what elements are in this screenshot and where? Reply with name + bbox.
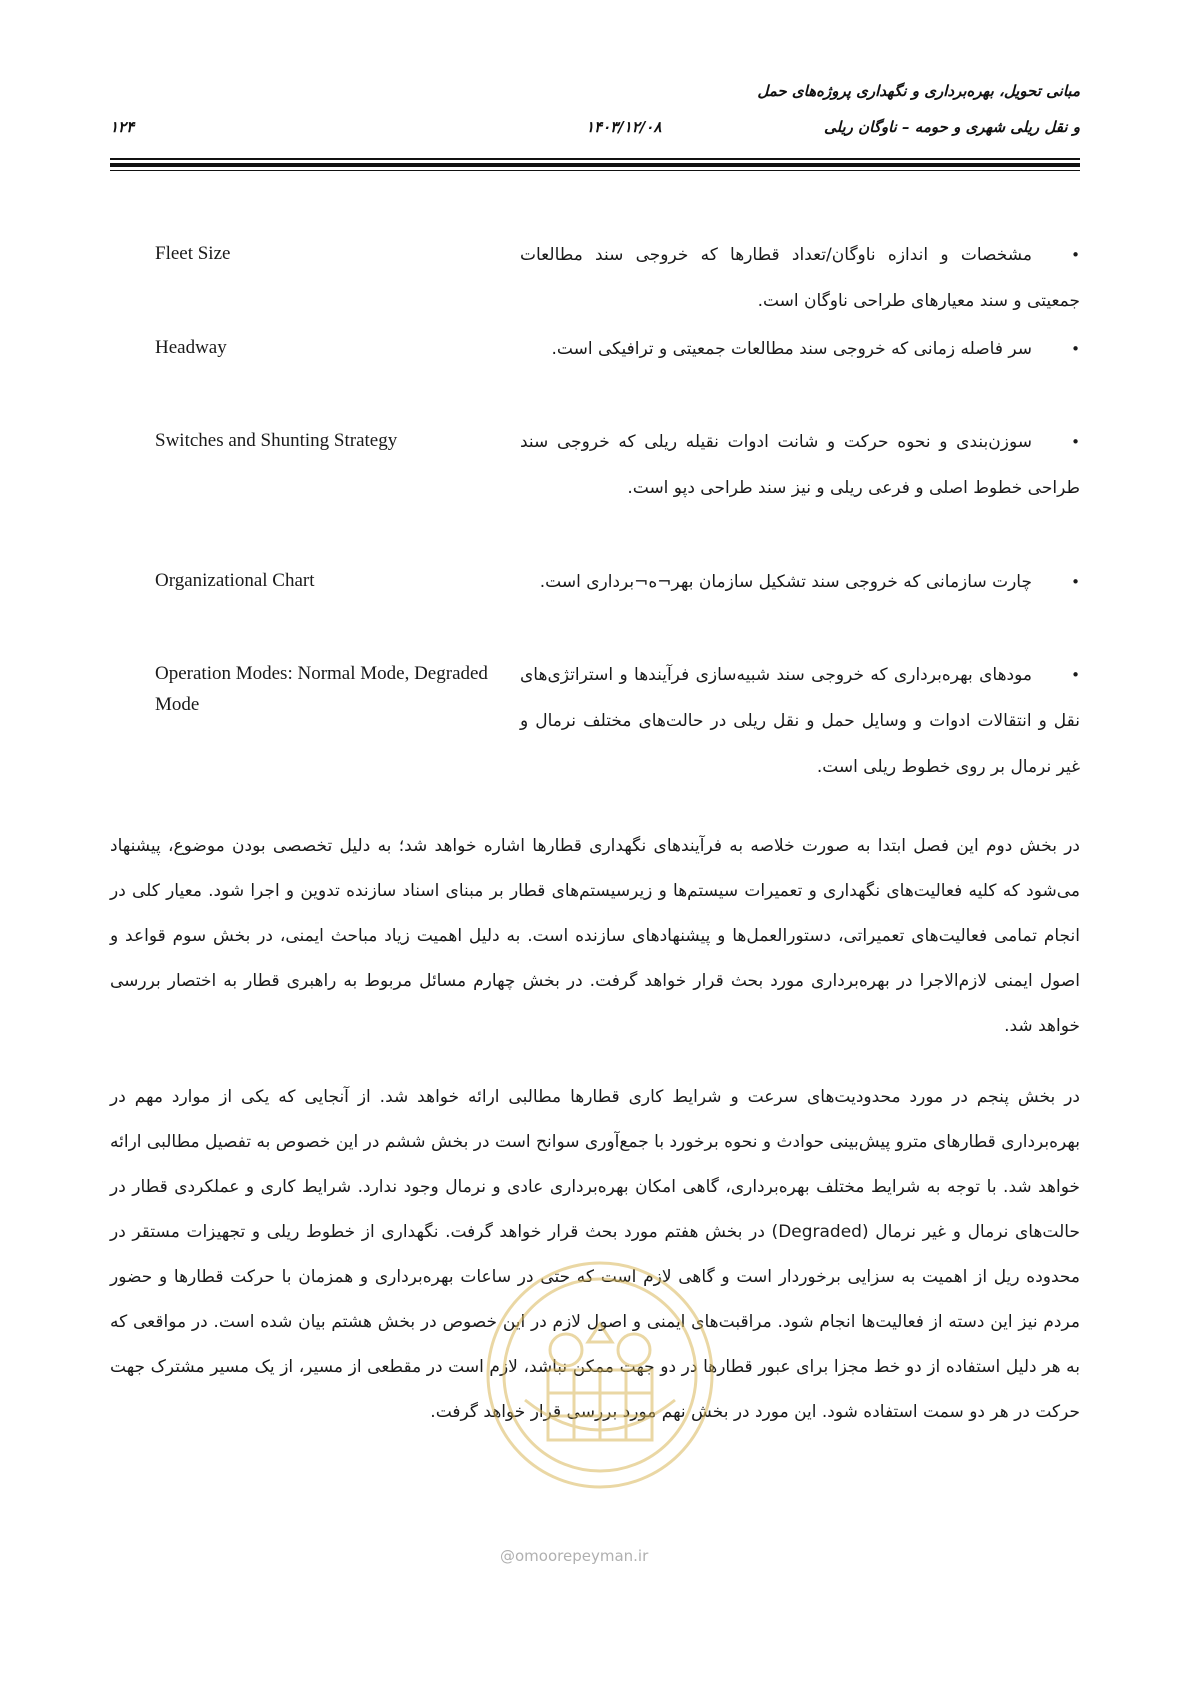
bullet-icon: •	[1071, 340, 1080, 358]
header-title-line1: مبانی تحویل، بهره‌برداری و نگهداری پروژه‌های حمل	[757, 82, 1080, 100]
bullet-icon: •	[1071, 433, 1080, 451]
item-persian-description: •مودهای بهره‌برداری که خروجی سند شبیه‌سازی فرآیندها و استراتژی‌های نقل و انتقالات ادوات و وسایل حمل و نقل ریلی در حالت‌های مختلف نرمال و غیر نرمال بر روی خطوط ریلی است.	[520, 652, 1080, 790]
item-english-term: Switches and Shunting Strategy	[155, 430, 398, 451]
header-rule-thick	[110, 163, 1080, 167]
header-rule-thin	[110, 158, 1080, 160]
page-header	[110, 78, 1080, 154]
body-paragraph: در بخش پنجم در مورد محدودیت‌های سرعت و شرایط کاری قطارها مطالبی ارائه خواهد شد. از آنجایی که یکی از موارد مهم در بهره‌برداری قطارهای مترو پیش‌بینی حوادث و نحوه برخورد با جمع‌آوری سوانح است در بخش ششم در این خصوص به تفصیل مطالبی ارائه خواهد شد. با توجه به شرایط مختلف بهره‌برداری، گاهی امکان بهره‌برداری عادی و نرمال وجود ندارد. شرایط کاری و عملکردی قطار در حالت‌های نرمال و غیر نرمال (Degraded) در بخش هفتم مورد بحث قرار خواهد گرفت. نگهداری از خطوط ریلی و تجهیزات مستقر در محدوده ریل از اهمیت به سزایی برخوردار است و گاهی لازم است که حتی در ساعات بهره‌برداری و همزمان با حرکت قطارها و حضور مردم نیز این دسته از فعالیت‌ها انجام شود. مراقبت‌های ایمنی و اصول لازم در این خصوص در بخش هشتم بیان شده است. در مواقعی که به هر دلیل استفاده از دو خط مجزا برای عبور قطارها در دو جهت ممکن نباشد، لازم است در مقطعی از مسیر، از یک مسیر مشترک جهت حرکت در هر دو سمت استفاده شود. این مورد در بخش نهم مورد بررسی قرار خواهد گرفت.	[110, 1087, 1080, 1422]
header-rule-bottom	[110, 170, 1080, 171]
body-paragraph: در بخش دوم این فصل ابتدا به صورت خلاصه به فرآیندهای نگهداری قطارها اشاره خواهد شد؛ به دلیل تخصصی بودن موضوع، پیشنهاد می‌شود که کلیه فعالیت‌های نگهداری و تعمیرات سیستم‌ها و زیرسیستم‌های قطار بر مبنای اسناد سازنده تدوین و اجرا شود. معیار کلی در انجام تمامی فعالیت‌های تعمیراتی، دستورالعمل‌ها و پیشنهادهای سازنده است. به دلیل اهمیت زیاد مباحث ایمنی، در بخش سوم قواعد و اصول ایمنی لازم‌الاجرا در بهره‌برداری مورد بحث قرار خواهد گرفت. در بخش چهارم مسائل مربوط به راهبری قطار به اختصار بررسی خواهد شد.	[110, 836, 1080, 1036]
page-number: ۱۲۴	[110, 118, 135, 136]
item-persian-description: •مشخصات و اندازه ناوگان/تعداد قطارها که خروجی سند مطالعات جمعیتی و سند معیارهای طراحی ناوگان است.	[520, 232, 1080, 324]
watermark-url: @omoorepeyman.ir	[500, 1547, 649, 1565]
bullet-icon: •	[1071, 573, 1080, 591]
bullet-icon: •	[1071, 666, 1080, 684]
item-persian-description: •سر فاصله زمانی که خروجی سند مطالعات جمعیتی و ترافیکی است.	[520, 326, 1080, 372]
item-english-term: Organizational Chart	[155, 570, 315, 591]
item-english-term: Fleet Size	[155, 243, 231, 264]
bullet-icon: •	[1071, 246, 1080, 264]
watermark-logo-icon	[470, 1250, 730, 1500]
item-english-term: Operation Modes: Normal Mode, Degraded Mode	[155, 663, 488, 715]
header-date: ۱۴۰۳/۱۲/۰۸	[586, 118, 662, 136]
item-persian-description: •چارت سازمانی که خروجی سند تشکیل سازمان بهر¬ه¬برداری است.	[520, 559, 1080, 605]
item-persian-description: •سوزن‌بندی و نحوه حرکت و شانت ادوات نقیله ریلی که خروجی سند طراحی خطوط اصلی و فرعی ریلی و نیز سند طراحی دپو است.	[520, 419, 1080, 511]
item-english-term: Headway	[155, 337, 227, 358]
header-title-line2: و نقل ریلی شهری و حومه – ناوگان ریلی	[824, 118, 1080, 136]
